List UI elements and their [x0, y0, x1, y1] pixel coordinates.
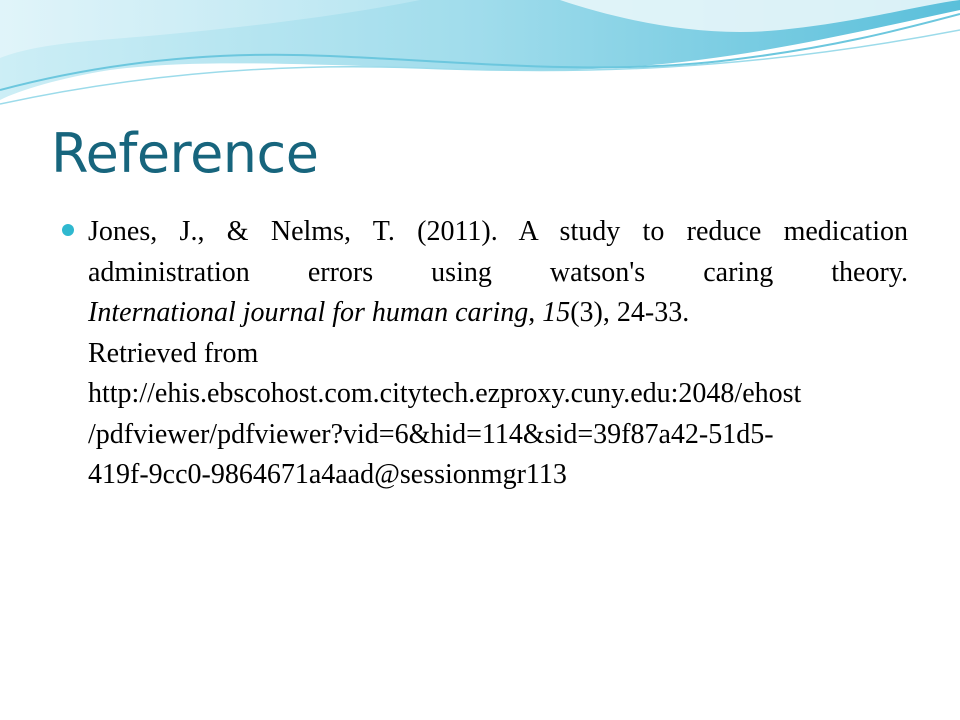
- bullet-icon: [62, 224, 74, 236]
- journal-title: International journal for human caring: [88, 297, 529, 328]
- journal-issue-pages: (3), 24-33.: [570, 297, 690, 328]
- journal-volume: 15: [542, 297, 571, 328]
- reference-url: http://ehis.ebscohost.com.citytech.ezproxy.cuny.edu:2048/ehost: [88, 378, 802, 409]
- reference-journal-line: [88, 293, 908, 334]
- slide-title: Reference: [51, 122, 319, 185]
- separator: ,: [528, 297, 543, 328]
- reference-line: administration errors using watson's caring theory.: [88, 256, 908, 288]
- reference-url: /pdfviewer/pdfviewer?vid=6&hid=114&sid=39f87a42-51d5-: [88, 418, 774, 450]
- retrieved-from-label: Retrieved from: [88, 337, 259, 369]
- reference-line: Jones, J., & Nelms, T. (2011). A study to reduce medication: [88, 216, 908, 247]
- wave-header-decoration: [0, 0, 960, 130]
- reference-url: 419f-9cc0-9864671a4aad@sessionmgr113: [88, 459, 567, 490]
- reference-entry: [88, 212, 908, 496]
